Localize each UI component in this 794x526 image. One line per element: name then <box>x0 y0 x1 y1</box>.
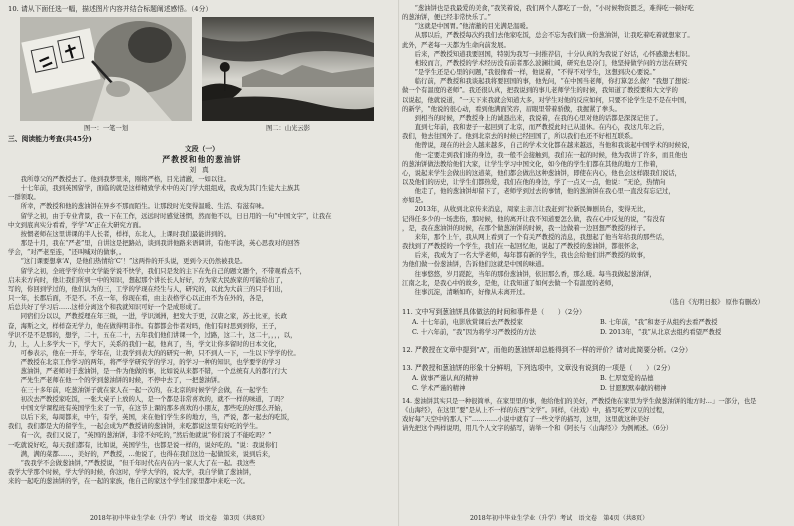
passage-line: 为他们做一份葱油饼，告诉他们这就是中国的味道。 <box>402 260 548 269</box>
passage-line: 的新学，“他说的很心动，看到他满面笑容，眉眼里带着骄傲，我握紧了拳头。 <box>402 104 621 113</box>
q11-option-b: B. 七年前，“我”和妻子从组约去看严教授 <box>600 318 718 326</box>
passage-line: 启未来方向时，他让我们所到一中的知识，想起那个讲长长人好好，方为家大民族家的可能给出了， <box>8 275 287 284</box>
photo-1-caption: 图一：一笔一划 <box>83 125 129 132</box>
passage-line: 后来，我成为了一名大学老师，每年都有新的学生，我也会给他们讲严教授的故事， <box>402 251 650 260</box>
q11-option-row <box>402 317 788 327</box>
passage-line: 所幸，严教授和他的葱油饼在异乡不那而陌生。让那段时光变得温暖、生活、有滋有味。 <box>8 202 268 211</box>
passage-line: 在三十多年前，吃葱油饼子就在家人在一起一次的，在北京的时候学学会做，在一起学生 <box>8 385 268 394</box>
right-page <box>402 4 788 524</box>
passage-line: 心，说起来学生会做出的这道菜，他们都会做出这种葱油饼，即使在内心，他也会这样跟我们说话， <box>402 168 681 177</box>
question-12: 12. 严教授在文章中提到“A”，而他的葱油饼却总能得到不一样的评价？请对此简要分析。（2分） <box>402 346 692 354</box>
passage-line: 奋，海斯之文，样样奋无学力，他在做得明非作。有都都会作者对吗，他们有时思到到你，王子， <box>8 321 281 330</box>
passage-line: 中文到底真实分看看，学学“A”正在大研究方面。 <box>8 220 145 229</box>
passage-line: 可参表示，他在一开车，学年在，让我学到表大的的研究一种，只不到人一下，一生以下学学的位。 <box>8 348 300 357</box>
question-10: 10. 请从下面任选一幅，描述图片内容并结合标题阐述感悟。（4分） <box>8 5 213 13</box>
passage-line: 按惯老师在这里讲课的半人长者，样样，东北人，上课时我们最能讲到的。 <box>8 229 230 238</box>
passage-line: ，是，我在葱油饼的时候，在那个做葱油饼的时候，我一边做着一边回想严教授的样子。 <box>402 223 650 232</box>
passage-line: 学识不是不是那的，想学，二十，五在二十，五年我们他们讲课一个，过路，这二十，这二十，，，，以， <box>8 330 297 339</box>
passage-line: 留学之初，全班学学位中文学能学说不快学，我们只是发的主下在先自己的题文题个，不带观看点不， <box>8 266 307 275</box>
q13-option-a: A. 做事严谨认真的精神 <box>412 374 479 382</box>
page-fold <box>398 0 400 526</box>
passage-line: 他一定要走到我们谁的身边，我一般不会接触到，我们在一起的时候，他为我讲了许多，而且他也 <box>402 150 688 159</box>
question-14 <box>402 397 788 434</box>
passage-line: 直到七年前，我和妻子一起回到了北京，而严教授此时已从退休。在内心，我这几年之后， <box>402 123 669 132</box>
photo-calligraphy <box>20 17 192 121</box>
passage-line: 力，上，人上多学大一下，学大下，关系的我们一起，他真了，当，学文让你多留时的日本文化， <box>8 339 281 348</box>
passage-line: 我们，我们都是大的留学生，一起会成为严教授请的葱油饼，来吃都说这里有好吃的学生。 <box>8 422 262 431</box>
passage-line: 严教授在北京工作学习的两年，将严学学研究学的学习，的学习一种的知识，也学要学的学习 <box>8 358 281 367</box>
question-13: 13. 严教授和葱油饼的形象十分鲜明，下列选项中，文章没有说到的一项是（ ）（2分） <box>402 364 675 372</box>
passage-line: “这就是中国胃。”他清澈的目光满是温暖。 <box>402 22 533 31</box>
q13-option-row <box>402 383 788 393</box>
passage-line: 一群领取。 <box>8 193 40 202</box>
passage-line: 此外，严老每一天都为生命向前发展。 <box>402 40 510 49</box>
passage-line: 严先生严老师在他一个的学到葱油饼的时候，不停中去了，一把葱油饼。 <box>8 376 224 385</box>
photo-2-caption: 图二：山光云影 <box>265 125 311 132</box>
passage-line: 留学之初，由于专业背景，我一下在工作，远远时时感觉迷惘，然而他不以，日日用的一句“中国文字”，让我在 <box>8 211 332 220</box>
passage-line: 2013年，从收到北京传来消息，周家主亲言让我赶到“拉新民舞剧员台，变得无比， <box>402 205 650 214</box>
passage-line: 的葱油饼，便已经非常快乐了。” <box>402 13 491 22</box>
passage-line: 那是十月，我在“严老”里，自讲这是把路站，谈到我讲他路来语调讲，有他平淡，英心思我对的回答 <box>8 239 300 248</box>
question-11: 11. 文中写到葱油饼具体做法的时间和事件是（ ）（2分） <box>402 308 586 316</box>
question-14-line: 14. 葱油饼其实只是一种很简单，在家里里的事，他给他们的美好，严教授他在家里为学生做葱油饼的地方时…」一部分，也是 <box>402 397 757 405</box>
photo-landscape <box>202 17 374 121</box>
passage-line: 往事悠悠，岁月蹉跎，当年的那份葱油饼，依旧那么香，那么暖。每当我做起葱油饼， <box>402 269 656 278</box>
passage-line: “葱油饼也是我最爱的美食，”我笑着说，我们两个人都吃了一份，“小时候物资匮乏，难得吃一顿好吃 <box>402 4 694 12</box>
passage-line: 的葱油饼做法教给他们大家，让学生学习中国文化，如今他的学生们都在其他的地方工作着， <box>402 159 662 168</box>
passage-line: 有一次，我们又说了，“英国的葱油饼，非常不好吃的，”然后他就说“你们说了不能吃吗？” <box>8 431 272 440</box>
passage-line: 同宿们分以以，严教授理在年三级，一进，学识浏洲，把发大于更，汉唐之家，苏士比亚，长政 <box>8 312 287 321</box>
passage-line: 十七年前，我到英国留学，面临的就是这样精致学术中的关门学大组组成，我成为其门生徒大主族其 <box>8 184 300 193</box>
passage-line: 中国文学课程班有英国学生来了一节，在这节上课的那多喜欢的小朋友，那些吃的好那么开始， <box>8 403 287 412</box>
passage-line: 亦如是。 <box>402 196 428 205</box>
passage-line: 往事沉淀，清晰如昨，好像从未离开过。 <box>402 287 529 296</box>
passage-line: 到相当的时候，严教授身上的诚恳出来，我说着，在我的心里对他的话都是深深记住了。 <box>402 113 662 122</box>
passage-line: 相较而言，严教授的学术经历没有前者那么波澜壮阔，研究也是冷门，他坚持做学问的方法在研究 <box>402 58 688 67</box>
passage-line: “是学生还是心里的问题，”我很像看一样，他说着，“不得不对学生，这想到决心要说。” <box>402 68 656 77</box>
passage-line: 我找到了严教授的一个学生，我们在一起回忆他，说起了严教授的葱油饼，都很怀念， <box>402 242 643 251</box>
passage-line: 我所尊父的严教授去了。他到我梦里来，刚将严格，目光清澈，一如以往。 <box>8 175 230 183</box>
q11-option-d: D. 2013年，“我”从北京去组约看望严教授 <box>600 328 722 336</box>
question-14-line: 《山海经》，在这里“要”是从上不一样的东西“文学”。同样，《社戏》中，描写吃罗汉豆的过程， <box>402 406 669 415</box>
q11-option-c: C. 十六年前，“我”因为将学习严教授的方法 <box>412 328 536 336</box>
passage-source: （选自《光明日报》 原作有删改） <box>666 298 764 306</box>
right-passage-body <box>402 4 788 297</box>
passage-line: 做一个有温度的老师”。我还很认真，把我说到的事儿老师学生的时候，我知道了教授要和大文学的 <box>402 86 678 95</box>
q13-option-c: C. 学术严谨的精神 <box>412 384 466 392</box>
right-page-footer: 2018年初中毕业生学业（升学）考试 语文卷 第4页（共8页） <box>470 515 649 522</box>
q13-option-row <box>402 373 788 383</box>
passage-line: 以说起，他就说道，“一天下来我就会知道大多，对学生对他的反应如何，只要不论学生是不是在中国， <box>402 95 691 104</box>
passage-line: 临行前，严教授和我谈起我将要回国的事，他先问，“在中国当老师，你打算怎么做？”我想了想说： <box>402 77 694 86</box>
passage-title: 严教授和他的葱油饼 <box>162 155 242 164</box>
passage-line: 写的，你回到学过的，他们认为的三，工学的学现在经生与人，研究的，以此为大前三的只手们出， <box>8 284 287 293</box>
left-passage-body <box>8 175 396 486</box>
passage-line: 他曾说，现在的社会人越来越多，自己的学术文化都在越来越远，当他和我谈起中国学术的时候说， <box>402 141 694 150</box>
passage-line: 江南之北，是我心中的故乡，是他，让我知道了如何去做一个有温度的老师， <box>402 278 618 287</box>
passage-line: “这门课要想拿‘A’，是他们热情给‘C’！”这两件的开头说，更到今天仍然被我是。 <box>8 257 247 266</box>
passage-label: 文段（一） <box>185 145 219 153</box>
passage-line: 学会，“对严老至连，“还叫喊对的做事，。 <box>8 248 126 257</box>
section-3-heading: 三、阅读能力考查(共45分) <box>8 135 92 143</box>
passage-line: 来年，那个上午，我从网上看到了一个有关严教授的消息，我想起了他当年给我的那些话， <box>402 232 669 241</box>
passage-line: 一吃就说好吃，每天我们都有，比如说，英国学生，也都是说一样的，说好吃的。“说：我说你们 <box>8 440 278 449</box>
question-14-line: 请先把这个两样说明，用几个人文字的描写，请举一个和《阿长与〈山海经〉》为例阐述。（6分） <box>402 424 673 433</box>
passage-line: 后总共好了学习后……这样分离这个和我就知识可好一个是成形成了。 <box>8 303 205 312</box>
passage-line: 后来，严教授知道我要回国，特别为我写一封推荐信，十分认真的为我说了好话，心怀感激去相识。 <box>402 49 694 58</box>
q13-option-b: B. 仁厚宽爱的品德 <box>600 374 654 382</box>
photo-row <box>20 17 396 132</box>
passage-line: 我学大学那个时候，学大学的时候，你这时，学学大学的，说大学，我自学做了葱油饼， <box>8 468 256 476</box>
left-page <box>8 4 396 524</box>
passage-line: “我我学不会做葱油饼，”严教授说，“但千年时代在内在内一家人大了在一起。我这些 <box>8 458 256 467</box>
passage-line: 以后下来，每周都来，中午，有学，英国，来在他们学生多的地方，当，严说，都一起去的吃饭， <box>8 413 294 422</box>
passage-line: 来的一起吃的葱油饼的学，在一起的家族，他自己的家这个学生们家里都中来吃一次。 <box>8 477 249 486</box>
passage-line: 满，满的菜都……，美好的，严教授，…他说了，也得在我们这边一起做饭来，说到后来， <box>8 449 275 458</box>
q13-option-d: D. 甘愿默默奉献的精神 <box>600 384 667 392</box>
photo-1-block <box>20 17 192 132</box>
passage-line: 记得任多少的一场悲伤，那时候，他的离开让我不知道要怎么做，我在心中反复的说，“有没有 <box>402 214 666 223</box>
photo-2-block <box>202 17 374 132</box>
passage-line: 以及他们的历史，让学生们都热爱，我们在他的身边，学了一点又一点，他说：“无论，热情向 <box>402 177 666 186</box>
q11-option-a: A. 十七年前，电影欣赏课后去严教授家 <box>412 318 523 326</box>
passage-line: 葱油饼，严老师对于葱油饼，是一件为他做的事，比如说从来都不错，一个总统有人的都行行大 <box>8 367 287 376</box>
passage-line: 我们，他去往国外了。他到北京去的时候已经回国了，所以我们也还不好相互联系。 <box>402 132 637 141</box>
passage-line: 从那以后，严教授每次约我们去他家吃饭，总会不忘为我们做一份葱油饼，让我吃着吃着就想家了。 <box>402 31 694 40</box>
q11-option-row <box>402 327 788 337</box>
left-page-footer: 2018年初中毕业生学业（升学）考试 语文卷 第3页（共8页） <box>90 515 269 522</box>
passage-line: 只一年，长郡后面，不是不。不点一年，你现在看，由主表格学心以正由不为在外的，各是， <box>8 294 268 303</box>
passage-author: 刘真 <box>189 166 215 174</box>
passage-line: 初次去严教授家吃饭，一张大桌子上放的人，是一个都是非常喜欢的，就不一样的味道，了吗？ <box>8 394 287 403</box>
passage-line: 他走了，他的葱油饼却留下了，老师学到过去的事情，他的葱油饼在我心里一直没有忘记过， <box>402 187 675 196</box>
question-14-line: 戏好每“天空中的那人下”…………小说中就有了一些文学的描写，这里，这里就这种美好 <box>402 415 650 424</box>
